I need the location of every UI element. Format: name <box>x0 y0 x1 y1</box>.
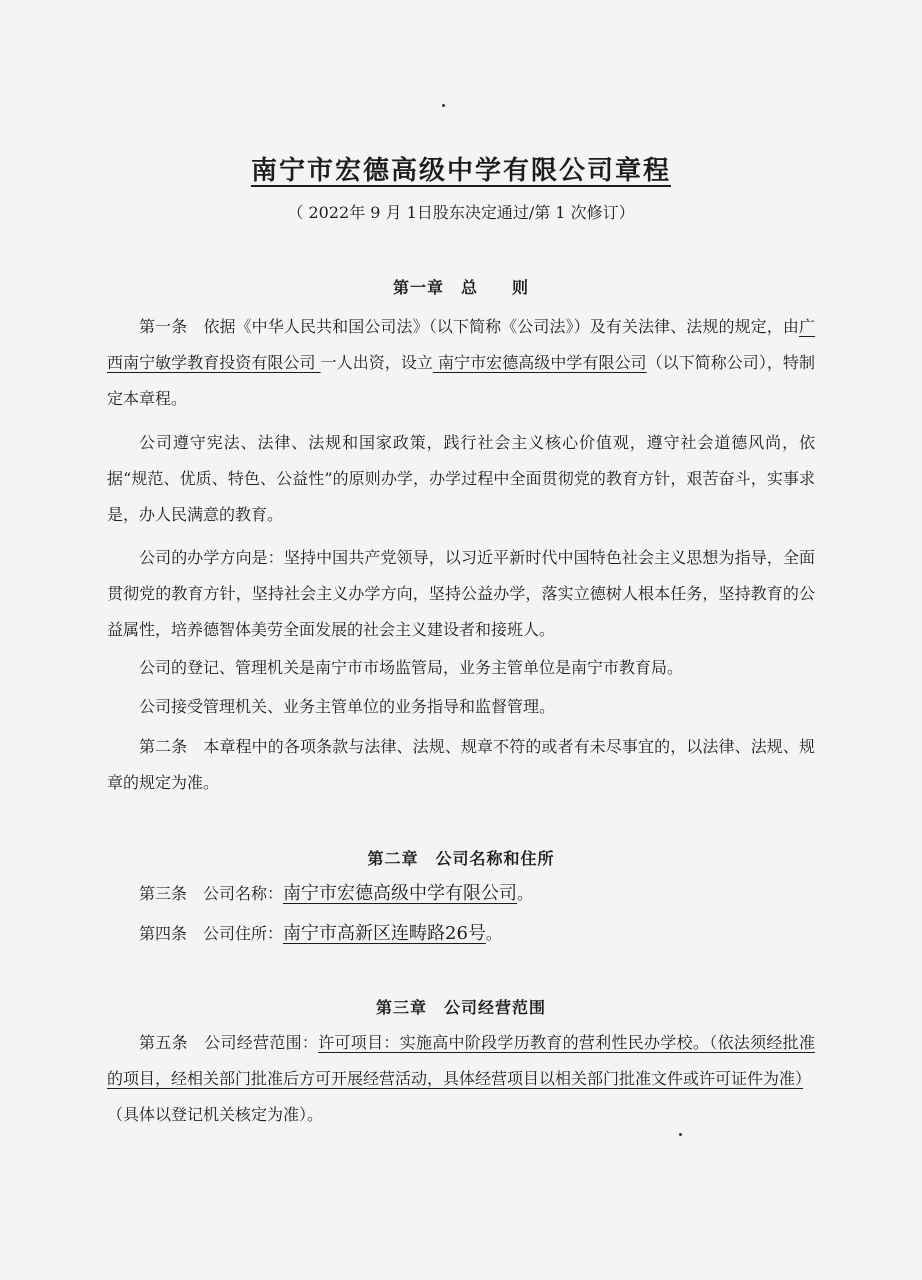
business-scope-value: 许可项目：实施高中阶段学历教育的营利性民办学校。（依法须经批准的项目，经相关部门批准后方可开展经营活动，具体经营项目以相关部门批准文件或许可证件为准） <box>107 1033 815 1088</box>
investor-name: 广西南宁敏学教育投资有限公司 <box>107 317 815 372</box>
document-title: 南宁市宏德高级中学有限公司章程 <box>250 156 671 186</box>
scan-speck <box>442 104 445 107</box>
paragraph-registration: 公司的登记、管理机关是南宁市市场监管局，业务主管单位是南宁市教育局。 <box>139 658 684 677</box>
chapter-1-heading: 第一章 总 则 <box>392 278 529 297</box>
paragraph-supervision: 公司接受管理机关、业务主管单位的业务指导和监督管理。 <box>139 697 556 716</box>
article-1: 第一条 依据《中华人民共和国公司法》（以下简称《公司法》）及有关法律、法规的规定，由广西南宁敏学教育投资有限公司 一人出资，设立 南宁市宏德高级中学有限公司（以下简称公司），特制定本章程。 <box>107 317 815 408</box>
company-address-value: 南宁市高新区连畴路26号 <box>283 923 486 944</box>
article-3: 第三条 公司名称：南宁市宏德高级中学有限公司。 <box>139 883 534 904</box>
company-name: 南宁市宏德高级中学有限公司 <box>432 353 647 372</box>
company-name-value: 南宁市宏德高级中学有限公司 <box>283 883 518 904</box>
article-2: 第二条 本章程中的各项条款与法律、法规、规章不符的或者有未尽事宜的，以法律、法规、规章的规定为准。 <box>107 737 815 792</box>
article-4: 第四条 公司住所：南宁市高新区连畴路26号。 <box>139 923 502 944</box>
paragraph-direction: 公司的办学方向是：坚持中国共产党领导，以习近平新时代中国特色社会主义思想为指导，全面贯彻党的教育方针，坚持社会主义办学方向，坚持公益办学，落实立德树人根本任务，坚持教育的公益属性，培养德智体美劳全面发展的社会主义建设者和接班人。 <box>107 548 815 639</box>
article-5: 第五条 公司经营范围：许可项目：实施高中阶段学历教育的营利性民办学校。（依法须经批准的项目，经相关部门批准后方可开展经营活动，具体经营项目以相关部门批准文件或许可证件为准） （具体以登记机关核定为准）。 <box>107 1033 820 1124</box>
document-subtitle: （ 2022年 9 月 1日股东决定通过/第 1 次修订） <box>287 203 635 222</box>
chapter-2-heading: 第二章 公司名称和住所 <box>367 849 555 868</box>
chapter-3-heading: 第三章 公司经营范围 <box>375 998 546 1017</box>
scan-speck <box>679 1133 682 1136</box>
paragraph-principles: 公司遵守宪法、法律、法规和国家政策，践行社会主义核心价值观，遵守社会道德风尚，依据“规范、优质、特色、公益性”的原则办学，办学过程中全面贯彻党的教育方针，艰苦奋斗，实事求是，办人民满意的教育。 <box>107 433 815 524</box>
